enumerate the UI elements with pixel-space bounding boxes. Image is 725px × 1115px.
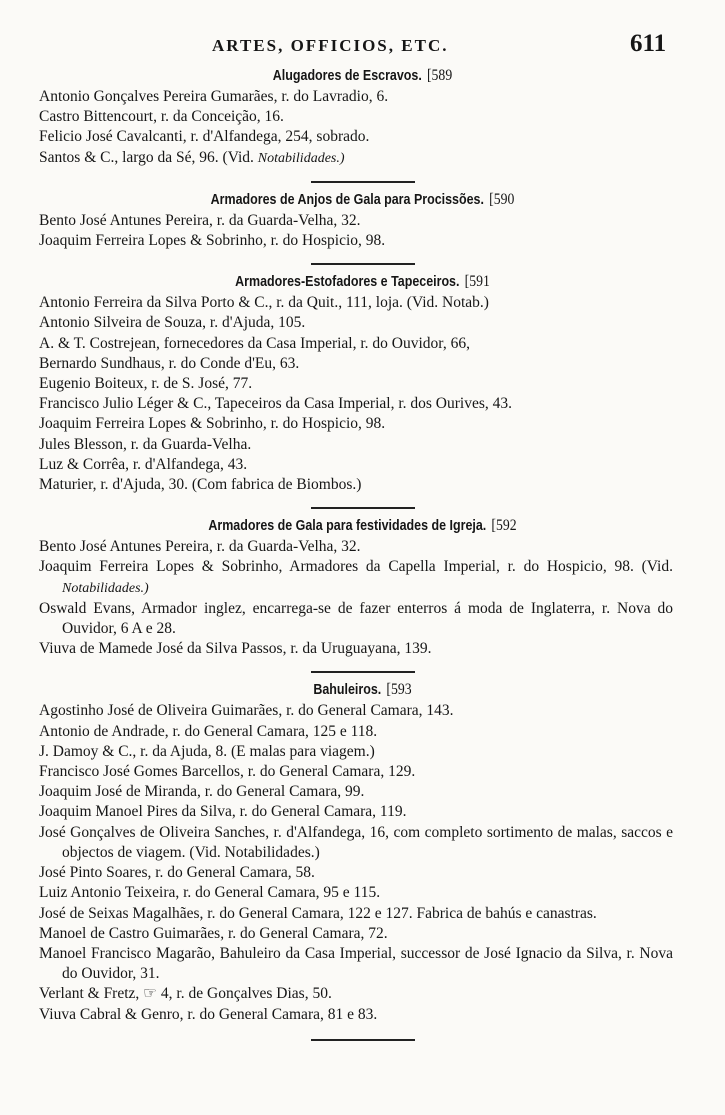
list-item: Joaquim Ferreira Lopes & Sobrinho, Armadores da Capella Imperial, r. do Hospicio, 98. (Vid. Notabilidades.)	[39, 558, 673, 596]
list-item: Joaquim José de Miranda, r. do General Camara, 99.	[39, 783, 365, 801]
list-item: Joaquim Ferreira Lopes & Sobrinho, r. do Hospicio, 98.	[39, 415, 386, 433]
list-item: J. Damoy & C., r. da Ajuda, 8. (E malas para viagem.)	[39, 742, 375, 760]
list-item: Manoel de Castro Guimarães, r. do General Camara, 72.	[39, 924, 388, 942]
section-divider	[311, 1039, 415, 1041]
entry-list	[0, 537, 725, 659]
running-title: ARTES, OFFICIOS, ETC.	[212, 36, 449, 55]
section-bahuleiros	[0, 679, 725, 1040]
list-item: Joaquim Manoel Pires da Silva, r. do General Camara, 119.	[39, 803, 407, 821]
list-item: Verlant & Fretz, ☞ 4, r. de Gonçalves Dias, 50.	[39, 985, 332, 1003]
section-title: Armadores de Gala para festividades de Igreja. [592	[208, 517, 517, 535]
list-item: Felicio José Cavalcanti, r. d'Alfandega, 254, sobrado.	[39, 128, 370, 146]
list-item: Santos & C., largo da Sé, 96. (Vid. Notabilidades.)	[39, 148, 345, 166]
list-item: Bento José Antunes Pereira, r. da Guarda-Velha, 32.	[39, 538, 361, 556]
list-item: Bento José Antunes Pereira, r. da Guarda-Velha, 32.	[39, 211, 361, 229]
section-title: Armadores de Anjos de Gala para Procissões. [590	[210, 190, 515, 208]
section-divider	[311, 671, 415, 673]
section-number: [590	[489, 190, 515, 208]
list-item: Bernardo Sundhaus, r. do Conde d'Eu, 63.	[39, 354, 300, 372]
notabilidades-ref: Notabilidades.)	[257, 150, 345, 166]
page-number: 611	[630, 30, 667, 57]
list-item: José Gonçalves de Oliveira Sanches, r. d'Alfandega, 16, com completo sortimento de malas, saccos e objectos de viagem. (Vid. Notabilidades.)	[39, 823, 673, 861]
list-item: Oswald Evans, Armador inglez, encarrega-se de fazer enterros á moda de Inglaterra, r. Nova do Ouvidor, 6 A e 28.	[39, 599, 673, 638]
section-number: [593	[386, 681, 412, 699]
section-gala-festividades	[0, 515, 725, 673]
section-estofadores	[0, 271, 725, 509]
list-item: Eugenio Boiteux, r. de S. José, 77.	[39, 375, 253, 393]
list-item: A. & T. Costrejean, fornecedores da Casa Imperial, r. do Ouvidor, 66,	[39, 334, 470, 352]
list-item: Antonio de Andrade, r. do General Camara, 125 e 118.	[39, 722, 378, 740]
list-item: Antonio Ferreira da Silva Porto & C., r. da Quit., 111, loja. (Vid. Notab.)	[39, 294, 489, 312]
section-title: Alugadores de Escravos. [589	[272, 67, 453, 84]
list-item: Francisco José Gomes Barcellos, r. do General Camara, 129.	[39, 763, 416, 781]
list-item: Viuva de Mamede José da Silva Passos, r. da Uruguayana, 139.	[39, 640, 432, 658]
list-item: Antonio Silveira de Souza, r. d'Ajuda, 105.	[39, 314, 306, 332]
list-item: Francisco Julio Léger & C., Tapeceiros da Casa Imperial, r. dos Ourives, 43.	[39, 395, 512, 413]
section-number: [591	[464, 273, 490, 291]
section-anjos-de-gala	[0, 189, 725, 265]
list-item: José de Seixas Magalhães, r. do General Camara, 122 e 127. Fabrica de bahús e canastras.	[39, 904, 597, 922]
list-item: Castro Bittencourt, r. da Conceição, 16.	[39, 108, 284, 126]
page-content	[0, 65, 725, 1047]
entry-list	[0, 701, 725, 1024]
section-title: Bahuleiros. [593	[313, 681, 412, 699]
section-divider	[311, 263, 415, 265]
section-title: Armadores-Estofadores e Tapeceiros. [591	[235, 273, 490, 291]
running-header	[0, 28, 725, 68]
list-item: Viuva Cabral & Genro, r. do General Camara, 81 e 83.	[39, 1005, 378, 1023]
section-divider	[311, 507, 415, 509]
list-item: Luiz Antonio Teixeira, r. do General Camara, 95 e 115.	[39, 884, 381, 902]
entry-list	[0, 87, 725, 169]
list-item: Manoel Francisco Magarão, Bahuleiro da Casa Imperial, successor de José Ignacio da Silva, r. Nova do Ouvidor, 31.	[39, 944, 673, 983]
section-number: [589	[426, 67, 453, 84]
entry-list	[0, 211, 725, 251]
list-item: Maturier, r. d'Ajuda, 30. (Com fabrica de Biombos.)	[39, 476, 362, 494]
list-item: Luz & Corrêa, r. d'Alfandega, 43.	[39, 455, 248, 473]
notabilidades-ref: Notabilidades.)	[62, 580, 149, 596]
entry-list	[0, 293, 725, 495]
list-item: José Pinto Soares, r. do General Camara, 58.	[39, 864, 315, 882]
section-alugadores	[0, 65, 725, 183]
list-item: Agostinho José de Oliveira Guimarães, r. do General Camara, 143.	[39, 702, 454, 720]
list-item: Joaquim Ferreira Lopes & Sobrinho, r. do Hospicio, 98.	[39, 232, 386, 250]
section-number: [592	[491, 517, 517, 535]
section-divider	[311, 181, 415, 183]
list-item: Jules Blesson, r. da Guarda-Velha.	[39, 435, 252, 453]
list-item: Antonio Gonçalves Pereira Gumarães, r. do Lavradio, 6.	[39, 88, 389, 105]
